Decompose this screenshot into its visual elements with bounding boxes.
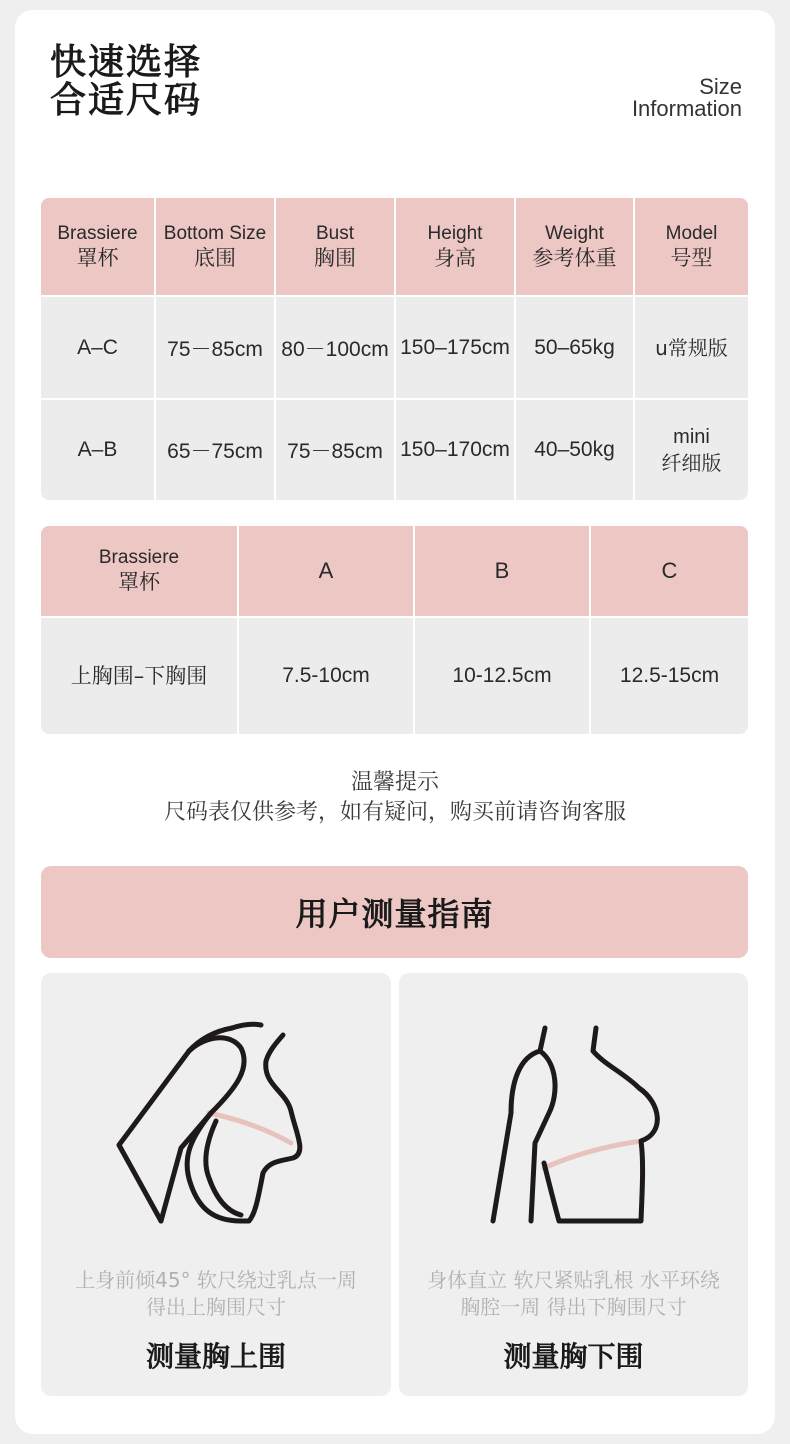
cup-header-label	[41, 526, 239, 616]
header-bottom-en: Bottom Size	[163, 222, 267, 244]
header-bust-en: Bust	[315, 222, 355, 244]
cell-height: 150–175cm	[396, 297, 516, 398]
cup-table-header-row	[41, 526, 748, 616]
cell-model	[635, 400, 748, 500]
cup-c-value: 12.5-15cm	[619, 664, 720, 687]
size-table	[41, 198, 748, 500]
cell-cup: A–C	[41, 297, 156, 398]
cup-a-label: A	[318, 558, 334, 583]
size-table-header-row	[41, 198, 748, 295]
cup-header-b	[415, 526, 591, 616]
cell-weight: 40–50kg	[516, 400, 635, 500]
table-row	[41, 616, 748, 734]
header-weight-en: Weight	[545, 222, 604, 244]
header-model	[635, 198, 748, 295]
upper-bust-label: 测量胸上围	[145, 1340, 286, 1373]
upper-bust-desc-line-1: 上身前倾45° 软尺绕过乳点一周	[75, 1268, 357, 1292]
header-weight-zh: 参考体重	[532, 245, 617, 270]
cell-bust: 80－100cm	[276, 297, 396, 398]
under-bust-description	[399, 1267, 748, 1321]
cup-header-a	[239, 526, 415, 616]
header-bust	[276, 198, 396, 295]
tips-text: 尺码表仅供参考，如有疑问，购买前请咨询客服	[163, 800, 626, 825]
measurement-guide-title: 用户测量指南	[41, 866, 748, 958]
cup-b-label: B	[494, 558, 510, 583]
cup-a-value: 7.5-10cm	[239, 618, 415, 734]
under-bust-label: 测量胸下围	[503, 1340, 644, 1373]
title-line-1: 快速选择	[50, 42, 203, 83]
size-info-line-1: Size	[699, 74, 742, 99]
tips-title: 温馨提示	[350, 770, 439, 795]
model-line-1: mini	[673, 426, 710, 448]
upper-bust-panel	[41, 973, 391, 1396]
header-height-en: Height	[427, 222, 483, 244]
warm-tips	[0, 768, 790, 828]
cup-header-c	[591, 526, 748, 616]
under-bust-figure-icon	[399, 973, 748, 1263]
title-line-2: 合适尺码	[50, 80, 203, 121]
header-model-en: Model	[665, 222, 718, 244]
table-row	[41, 398, 748, 500]
cell-weight: 50–65kg	[516, 297, 635, 398]
cell-bottom: 75－85cm	[156, 297, 276, 398]
header-weight	[516, 198, 635, 295]
cup-table	[41, 526, 748, 734]
upper-bust-desc-line-2: 得出上胸围尺寸	[146, 1295, 286, 1319]
size-info-line-2: Information	[631, 96, 742, 121]
header-bottom	[156, 198, 276, 295]
cup-c-label: C	[661, 558, 678, 583]
cell-cup: A–B	[41, 400, 156, 500]
model-line-2: 纤细版	[661, 451, 722, 475]
header-height	[396, 198, 516, 295]
under-bust-panel	[399, 973, 748, 1396]
cell-height: 150–170cm	[396, 400, 516, 500]
cup-row-label: 上胸围–下胸围	[41, 618, 239, 734]
header-cup-en: Brassiere	[57, 222, 138, 244]
model-line-1: u常规版	[655, 335, 728, 360]
cup-header-zh: 罩杯	[118, 570, 160, 594]
upper-bust-figure-icon	[41, 973, 391, 1263]
cell-bust: 75－85cm	[276, 400, 396, 500]
header-bust-zh: 胸围	[314, 245, 356, 270]
cup-b-value: 10-12.5cm	[415, 618, 591, 734]
size-information-label	[632, 76, 742, 120]
header-cup-zh: 罩杯	[76, 245, 119, 270]
cup-header-en: Brassiere	[98, 547, 180, 568]
header-bottom-zh: 底围	[194, 245, 236, 270]
header-height-zh: 身高	[434, 245, 476, 270]
header-model-zh: 号型	[670, 245, 713, 270]
page-title	[50, 44, 202, 120]
table-row	[41, 295, 748, 398]
under-bust-desc-line-2: 胸腔一周 得出下胸围尺寸	[460, 1295, 687, 1319]
header-cup	[41, 198, 156, 295]
cell-bottom: 65－75cm	[156, 400, 276, 500]
cell-model	[635, 297, 748, 398]
upper-bust-description	[41, 1267, 391, 1321]
under-bust-desc-line-1: 身体直立 软尺紧贴乳根 水平环绕	[427, 1268, 720, 1292]
